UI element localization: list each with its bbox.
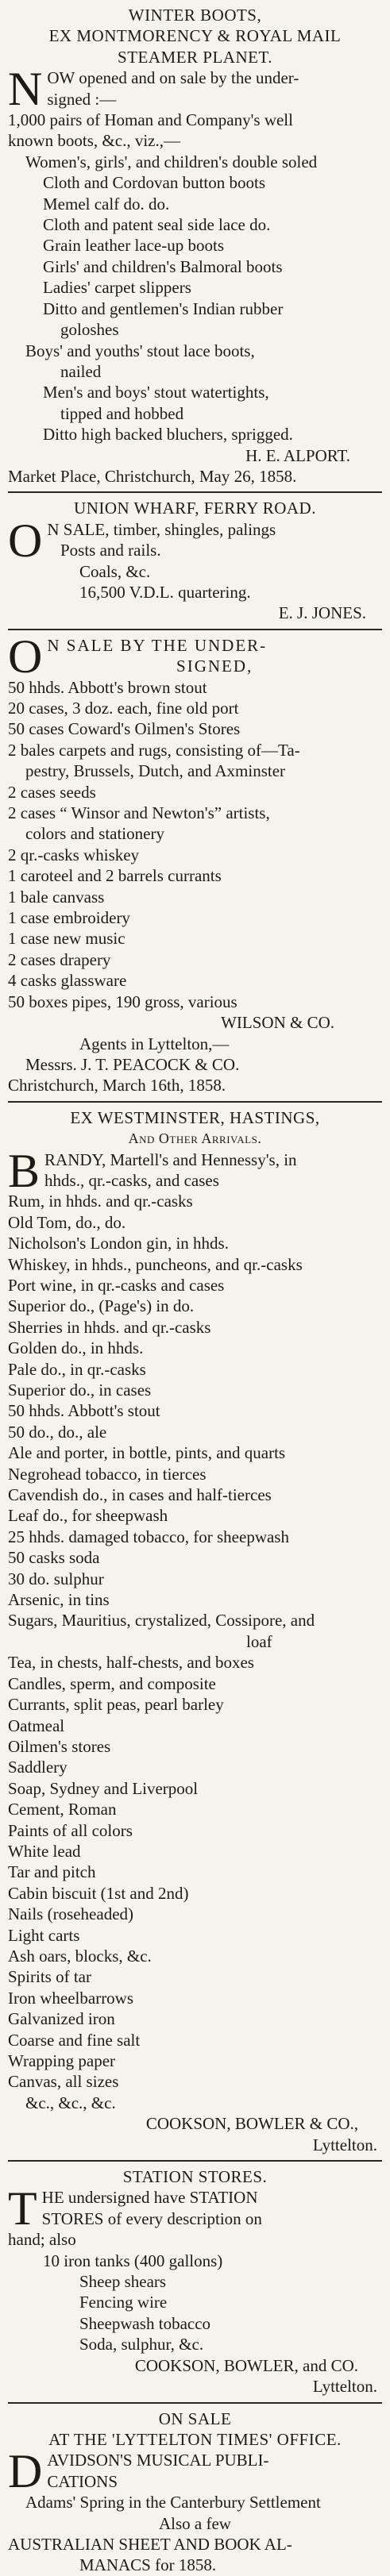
list-item: tipped and hobbed xyxy=(60,403,184,423)
ad-signer: H. E. ALPORT. xyxy=(245,445,350,465)
list-item: Cloth and patent seal side lace do. xyxy=(43,215,271,235)
list-item: Coarse and fine salt xyxy=(8,2030,141,2050)
list-item: Coals, &c. xyxy=(79,561,151,581)
list-item: 1 bale canvass xyxy=(8,887,105,907)
list-item: 2 cases “ Winsor and Newton's” artists, xyxy=(8,803,270,823)
list-item: Nails (roseheaded) xyxy=(8,1904,134,1924)
divider xyxy=(8,629,382,630)
list-item: Cabin biscuit (1st and 2nd) xyxy=(8,1883,189,1903)
ad-title: ON SALE xyxy=(158,2409,232,2428)
list-item: Ash oars, blocks, &c. xyxy=(8,1946,152,1966)
ad-intro xyxy=(8,1144,382,1197)
list-item: Old Tom, do., do. xyxy=(8,1212,126,1232)
list-item: Sheepwash tobacco xyxy=(79,2313,211,2333)
list-item: Light carts xyxy=(8,1925,80,1945)
list-item: Negrohead tobacco, in tierces xyxy=(8,1464,207,1484)
intro-line: N SALE, timber, shingles, palings xyxy=(47,519,276,539)
list-item: Canvas, all sizes xyxy=(8,2072,119,2092)
ad-subtitle: EX MONTMORENCY & ROYAL MAIL xyxy=(48,26,342,46)
ad-heading: N SALE BY THE UNDER- xyxy=(47,635,268,655)
divider xyxy=(8,1101,382,1103)
list-item: 10 iron tanks (400 gallons) xyxy=(43,2251,223,2270)
ad-subtitle: AT THE 'LYTTELTON TIMES' OFFICE. xyxy=(48,2429,342,2449)
list-item: 30 do. sulphur xyxy=(8,1569,104,1588)
list-item: Ale and porter, in bottle, pints, and quarts xyxy=(8,1443,286,1463)
list-item: Superior do., in cases xyxy=(8,1380,152,1400)
list-item: Superior do., (Page's) in do. xyxy=(8,1296,195,1316)
divider xyxy=(8,491,382,493)
ad-signer: E. J. JONES. xyxy=(278,603,366,623)
list-item: Sugars, Mauritius, crystalized, Cossipore, and xyxy=(8,1611,315,1631)
list-item: Fencing wire xyxy=(79,2293,168,2312)
intro-line: AVIDSON'S MUSICAL PUBLI- xyxy=(47,2451,269,2470)
intro-line: STORES of every description on xyxy=(41,2208,262,2228)
list-item: 50 hhds. Abbott's brown stout xyxy=(8,677,207,697)
list-item-etc: &c., &c., &c. xyxy=(25,2093,116,2112)
list-item: Arsenic, in tins xyxy=(8,1590,110,1610)
ad-agents: Agents in Lyttelton,— xyxy=(79,1034,230,1053)
ad-station-stores xyxy=(5,2166,385,2397)
list-item: Iron wheelbarrows xyxy=(8,1988,134,2008)
list-item: Sherries in hhds. and qr.-casks xyxy=(8,1317,211,1337)
intro-line: RANDY, Martell's and Hennessy's, in xyxy=(44,1149,297,1169)
list-item: colors and stationery xyxy=(25,824,164,844)
list-item: Cement, Roman xyxy=(8,1800,117,1819)
ad-lyttelton-times-office xyxy=(5,2409,385,2576)
intro-line: signed :— xyxy=(47,89,117,109)
list-item: 16,500 V.D.L. quartering. xyxy=(79,582,251,602)
intro-line: HE undersigned have STATION xyxy=(41,2188,258,2208)
list-item: 1 case embroidery xyxy=(8,908,130,928)
intro-line: hand; also xyxy=(8,2230,76,2250)
list-item: Ditto and gentlemen's Indian rubber xyxy=(43,298,284,318)
list-item: Oatmeal xyxy=(8,1715,65,1735)
list-item: Cavendish do., in cases and half-tierces xyxy=(8,1485,272,1505)
ad-signer: WILSON & CO. xyxy=(221,1013,334,1033)
list-item: Boys' and youths' stout lace boots, xyxy=(25,341,255,360)
divider xyxy=(8,2402,382,2404)
list-item: pestry, Brussels, Dutch, and Axminster xyxy=(25,761,286,781)
ad-dateline: Market Place, Christchurch, May 26, 1858. xyxy=(8,466,297,486)
intro-line: CATIONS xyxy=(47,2471,118,2491)
list-item: Pale do., in qr.-casks xyxy=(8,1359,146,1379)
list-item: Cloth and Cordovan button boots xyxy=(43,173,265,193)
list-item: Tar and pitch xyxy=(8,1862,96,1882)
list-item: 50 hhds. Abbott's stout xyxy=(8,1401,160,1421)
list-item: nailed xyxy=(60,361,102,381)
list-item: Galvanized iron xyxy=(8,2009,115,2029)
ad-title: STATION STORES. xyxy=(122,2167,268,2187)
ad-ex-westminster xyxy=(5,1107,385,2155)
ad-winter-boots xyxy=(5,0,385,487)
ad-union-wharf xyxy=(5,498,385,623)
ad-dateline: Christchurch, March 16th, 1858. xyxy=(8,1076,226,1095)
list-item: Wrapping paper xyxy=(8,2051,116,2070)
list-item: Men's and boys' stout watertights, xyxy=(43,383,269,402)
ad-title: UNION WHARF, FERRY ROAD. xyxy=(74,499,316,518)
ad-subtitle: And Other Arrivals. xyxy=(128,1130,262,1147)
ad-intro xyxy=(8,63,382,116)
ad-signer: COOKSON, BOWLER, and CO. xyxy=(134,2355,358,2375)
list-item: Nicholson's London gin, in hhds. xyxy=(8,1234,229,1253)
drop-cap: O xyxy=(8,514,43,567)
list-item: AUSTRALIAN SHEET AND BOOK AL- xyxy=(8,2534,292,2554)
drop-cap: N xyxy=(8,63,43,116)
list-item: Adams' Spring in the Canterbury Settlement xyxy=(25,2493,321,2512)
list-item: 1 caroteel and 2 barrels currants xyxy=(8,866,222,886)
ad-title: WINTER BOOTS, xyxy=(128,6,262,25)
list-item: 2 cases drapery xyxy=(8,949,111,969)
ad-agents-name: Messrs. J. T. PEACOCK & CO. xyxy=(25,1054,240,1074)
list-item: Sheep shears xyxy=(79,2272,167,2292)
drop-cap: O xyxy=(8,630,43,683)
ad-signer: COOKSON, BOWLER & CO., xyxy=(145,2114,358,2134)
list-item: White lead xyxy=(8,1841,81,1861)
list-item: Girls' and children's Balmoral boots xyxy=(43,256,283,276)
divider xyxy=(8,2160,382,2162)
list-item: MANACS for 1858. xyxy=(79,2555,217,2575)
list-item: Candles, sperm, and composite xyxy=(8,1673,216,1693)
list-item: Women's, girls', and children's double soled xyxy=(25,152,318,171)
list-item: 2 bales carpets and rugs, consisting of—Ta- xyxy=(8,740,300,760)
ad-title: EX WESTMINSTER, HASTINGS, xyxy=(70,1107,320,1127)
drop-cap: T xyxy=(8,2182,37,2235)
ad-intro xyxy=(8,2445,382,2498)
list-item: Whiskey, in hhds., puncheons, and qr.-casks xyxy=(8,1254,303,1274)
list-item: Ladies' carpet slippers xyxy=(43,278,191,298)
list-item: 1,000 pairs of Homan and Company's well xyxy=(8,110,293,130)
list-item: known boots, &c., viz.,— xyxy=(8,131,180,151)
list-item: Grain leather lace-up boots xyxy=(43,236,224,256)
list-item: Rum, in hhds. and qr.-casks xyxy=(8,1192,193,1211)
list-item: 2 qr.-casks whiskey xyxy=(8,845,140,864)
list-item: Saddlery xyxy=(8,1758,68,1777)
list-item: Paints of all colors xyxy=(8,1820,133,1840)
list-item: Ditto high backed bluchers, sprigged. xyxy=(43,425,293,445)
list-item: Golden do., in hhds. xyxy=(8,1338,144,1358)
intro-line: hhds., qr.-casks, and cases xyxy=(44,1170,219,1190)
list-item: 2 cases seeds xyxy=(8,782,96,802)
list-item: Leaf do., for sheepwash xyxy=(8,1506,168,1526)
list-item: Currants, split peas, pearl barley xyxy=(8,1695,224,1715)
drop-cap: D xyxy=(8,2445,43,2498)
intro-line: OW opened and on sale by the under- xyxy=(47,68,299,88)
ad-intro xyxy=(8,2182,382,2235)
ad-place: Lyttelton. xyxy=(312,2135,377,2154)
ad-on-sale-undersigned xyxy=(5,630,385,1096)
list-item: Tea, in chests, half-chests, and boxes xyxy=(8,1653,254,1673)
list-item: Soap, Sydney and Liverpool xyxy=(8,1778,199,1798)
list-item: Oilmen's stores xyxy=(8,1736,111,1756)
list-item: 1 case new music xyxy=(8,929,125,949)
ad-heading: SIGNED, xyxy=(176,657,253,676)
list-item: Also a few xyxy=(159,2513,231,2533)
list-item: 50 casks soda xyxy=(8,1548,100,1568)
drop-cap: B xyxy=(8,1144,41,1197)
ad-subtitle: STEAMER PLANET. xyxy=(118,47,272,67)
list-item: 50 cases Coward's Oilmen's Stores xyxy=(8,719,241,739)
list-item: Soda, sulphur, &c. xyxy=(79,2335,204,2355)
intro-line: Posts and rails. xyxy=(60,541,161,560)
ad-place: Lyttelton. xyxy=(312,2377,377,2397)
list-item: Spirits of tar xyxy=(8,1967,91,1987)
list-item: goloshes xyxy=(60,320,119,340)
list-item: 25 hhds. damaged tobacco, for sheepwash xyxy=(8,1527,289,1546)
ad-intro xyxy=(8,630,382,683)
list-item: Port wine, in qr.-casks and cases xyxy=(8,1275,225,1295)
ad-intro xyxy=(8,514,382,567)
list-item: 4 casks glassware xyxy=(8,971,127,991)
list-item: 50 boxes pipes, 190 gross, various xyxy=(8,992,237,1011)
list-item: Memel calf do. do. xyxy=(43,194,170,214)
list-item: loaf xyxy=(246,1631,272,1651)
list-item: 20 cases, 3 doz. each, fine old port xyxy=(8,699,239,718)
list-item: 50 do., do., ale xyxy=(8,1422,107,1442)
